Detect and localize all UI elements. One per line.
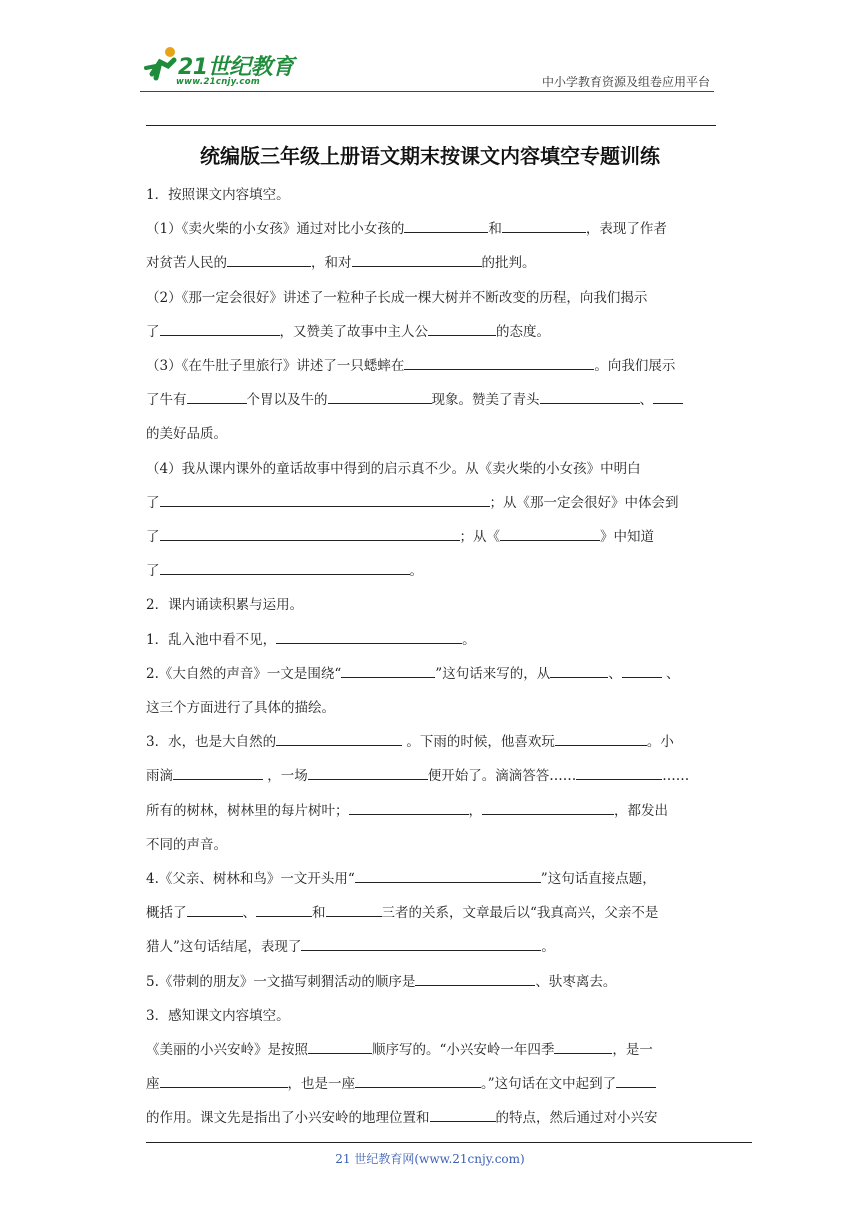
text-line: 这三个方面进行了具体的描绘。 — [146, 700, 335, 717]
fill-blank[interactable] — [301, 936, 541, 951]
fill-blank[interactable] — [227, 252, 311, 267]
text-line: 5.《带刺的朋友》一文描写刺猬活动的顺序是 、驮枣离去。 — [146, 965, 718, 999]
logo-url: www.21cnjy.com — [176, 77, 260, 87]
fill-blank[interactable] — [500, 526, 600, 541]
fill-blank[interactable] — [415, 971, 535, 986]
text-line: 对贫苦人民的 ，和对 的批判。 — [146, 246, 718, 280]
fill-blank[interactable] — [256, 902, 312, 917]
fill-blank[interactable] — [554, 1039, 612, 1054]
fill-blank[interactable] — [308, 765, 428, 780]
text-line: 雨滴 ，一场 便开始了。滴滴答答…… …… — [146, 759, 718, 793]
fill-blank[interactable] — [160, 526, 460, 541]
text-line: 了牛有 个胃以及牛的 现象。赞美了青头 、 — [146, 383, 718, 417]
fill-blank[interactable] — [341, 663, 435, 678]
fill-blank[interactable] — [616, 1073, 656, 1088]
text-line: （1）《卖火柴的小女孩》通过对比小女孩的 和 ，表现了作者 — [146, 212, 718, 246]
fill-blank[interactable] — [326, 902, 382, 917]
platform-name: 中小学教育资源及组卷应用平台 — [541, 75, 710, 89]
footer-divider — [146, 1142, 752, 1143]
fill-blank[interactable] — [404, 355, 594, 370]
fill-blank[interactable] — [352, 252, 482, 267]
fill-blank[interactable] — [349, 800, 469, 815]
text-line: （4）我从课内课外的童话故事中得到的启示真不少。从《卖火柴的小女孩》中明白 — [146, 460, 641, 477]
fill-blank[interactable] — [576, 765, 662, 780]
text-line: 不同的声音。 — [146, 836, 227, 853]
section-heading: 3．感知课文内容填空。 — [146, 1007, 290, 1024]
fill-blank[interactable] — [482, 800, 614, 815]
text-line: 猎人”这句话结尾，表现了 。 — [146, 930, 718, 964]
fill-blank[interactable] — [173, 765, 263, 780]
fill-blank[interactable] — [540, 389, 640, 404]
text-line: （2）《那一定会很好》讲述了一粒种子长成一棵大树并不断改变的历程，向我们揭示 — [146, 289, 648, 306]
fill-blank[interactable] — [160, 560, 410, 575]
text-line: 的作用。课文先是指出了小兴安岭的地理位置和 的特点，然后通过对小兴安 — [146, 1101, 718, 1135]
title-divider — [146, 125, 716, 126]
fill-blank[interactable] — [276, 629, 462, 644]
fill-blank[interactable] — [404, 218, 488, 233]
fill-blank[interactable] — [276, 731, 402, 746]
text-line: 《美丽的小兴安岭》是按照 顺序写的。“小兴安岭一年四季 ，是一 — [146, 1033, 718, 1067]
text-line: 座 ，也是一座 。”这句话在文中起到了 — [146, 1067, 718, 1101]
logo-text: 21世纪教育 — [178, 55, 294, 80]
fill-blank[interactable] — [160, 1073, 288, 1088]
fill-blank[interactable] — [428, 321, 496, 336]
text-line: 2.《大自然的声音》一文是围绕“ ”这句话来写的，从 、 、 — [146, 657, 718, 691]
fill-blank[interactable] — [328, 389, 432, 404]
fill-blank[interactable] — [622, 663, 662, 678]
text-line: 4.《父亲、树林和鸟》一文开头用“ ”这句话直接点题， — [146, 862, 718, 896]
text-line: 了 ，又赞美了故事中主人公 的态度。 — [146, 315, 718, 349]
text-line: 了 。 — [146, 554, 718, 588]
section-heading: 2．课内诵读积累与运用。 — [146, 597, 304, 614]
fill-blank[interactable] — [187, 902, 243, 917]
fill-blank[interactable] — [187, 389, 247, 404]
fill-blank[interactable] — [653, 389, 683, 404]
fill-blank[interactable] — [160, 321, 280, 336]
fill-blank[interactable] — [160, 492, 490, 507]
fill-blank[interactable] — [550, 663, 608, 678]
page-title: 统编版三年级上册语文期末按课文内容填空专题训练 — [200, 144, 660, 168]
fill-blank[interactable] — [430, 1107, 496, 1122]
text-line: 了 ；从《那一定会很好》中体会到 — [146, 486, 718, 520]
text-line: 了 ；从《 》中知道 — [146, 520, 718, 554]
text-line: （3）《在牛肚子里旅行》讲述了一只蟋蟀在 。向我们展示 — [146, 349, 718, 383]
text-line: 所有的树林，树林里的每片树叶； ， ，都发出 — [146, 794, 718, 828]
fill-blank[interactable] — [355, 1073, 481, 1088]
section-heading: 1．按照课文内容填空。 — [146, 187, 290, 203]
fill-blank[interactable] — [502, 218, 586, 233]
fill-blank[interactable] — [355, 868, 541, 883]
text-line: 概括了 、 和 三者的关系，文章最后以“我真高兴，父亲不是 — [146, 896, 718, 930]
header-divider — [140, 91, 714, 92]
text-line: 1．乱入池中看不见， 。 — [146, 623, 718, 657]
fill-blank[interactable] — [308, 1039, 372, 1054]
fill-blank[interactable] — [555, 731, 647, 746]
text-line: 的美好品质。 — [146, 426, 227, 443]
document-body — [146, 178, 718, 1136]
site-logo — [142, 44, 312, 92]
footer-link[interactable]: 21 世纪教育网(www.21cnjy.com) — [335, 1152, 525, 1166]
text-line: 3．水，也是大自然的 。下雨的时候，他喜欢玩 。小 — [146, 725, 718, 759]
